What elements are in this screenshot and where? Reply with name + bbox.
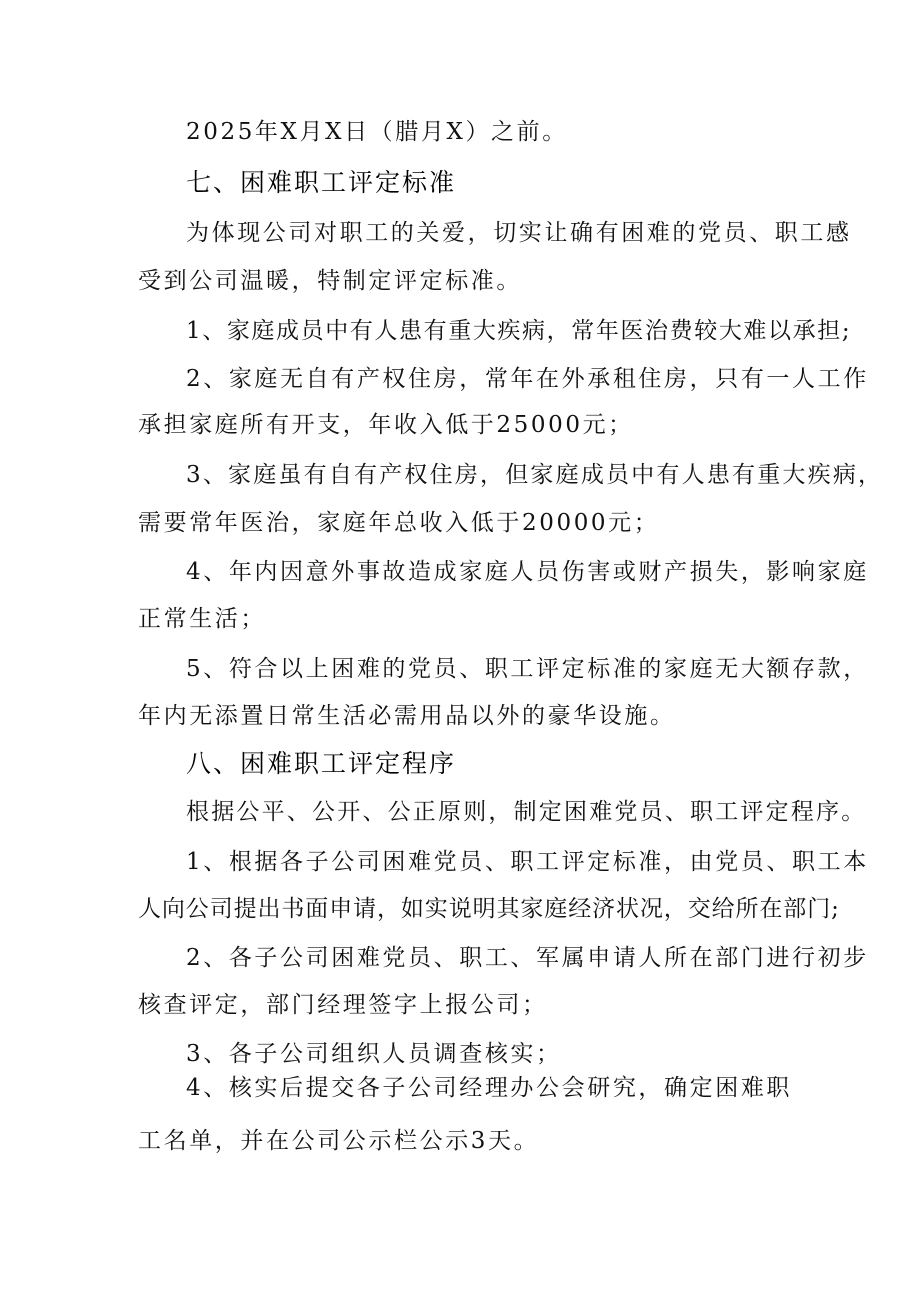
section-7-item-5-line-1: 5、符合以上困难的党员、职工评定标准的家庭无大额存款， [186,656,869,682]
section-8-item-4-line-2: 工名单，并在公司公示栏公示3天。 [138,1128,540,1154]
section-7-item-3-line-1: 3、家庭虽有自有产权住房，但家庭成员中有人患有重大疾病， [186,462,884,488]
section-7-lead-line-2: 受到公司温暖，特制定评定标准。 [138,268,522,294]
section-8-item-2-line-2: 核查评定，部门经理签字上报公司； [138,992,548,1018]
section-7-item-5-line-2: 年内无添置日常生活必需用品以外的豪华设施。 [138,703,676,729]
section-7-item-3-line-2: 需要常年医治，家庭年总收入低于20000元； [138,510,660,536]
section-7-item-2-line-1: 2、家庭无自有产权住房，常年在外承租住房，只有一人工作 [186,366,869,392]
section-8-lead: 根据公平、公开、公正原则，制定困难党员、职工评定程序。 [186,799,867,825]
section-7-item-4-line-2: 正常生活； [138,606,266,632]
section-7-item-2-line-2: 承担家庭所有开支，年收入低于25000元； [138,412,634,438]
intro-date-line: 2025年X月X日（腊月X）之前。 [186,119,568,145]
section-8-item-1-line-1: 1、根据各子公司困难党员、职工评定标准，由党员、职工本 [186,849,869,875]
section-8-item-4-line-1: 4、核实后提交各子公司经理办公会研究，确定困难职 [186,1075,793,1101]
section-8-item-1-line-2: 人向公司提出书面申请，如实说明其家庭经济状况，交给所在部门; [138,896,840,922]
section-8-heading: 八、困难职工评定程序 [186,749,457,778]
section-7-item-4-line-1: 4、年内因意外事故造成家庭人员伤害或财产损失，影响家庭 [186,559,869,585]
section-7-item-1: 1、家庭成员中有人患有重大疾病，常年医治费较大难以承担; [186,318,852,344]
section-8-item-3: 3、各子公司组织人员调查核实； [186,1041,562,1067]
section-8-item-2-line-1: 2、各子公司困难党员、职工、军属申请人所在部门进行初步 [186,945,869,971]
section-7-lead-line-1: 为体现公司对职工的关爱，切实让确有困难的党员、职工感 [186,220,852,246]
section-7-heading: 七、困难职工评定标准 [186,168,457,197]
